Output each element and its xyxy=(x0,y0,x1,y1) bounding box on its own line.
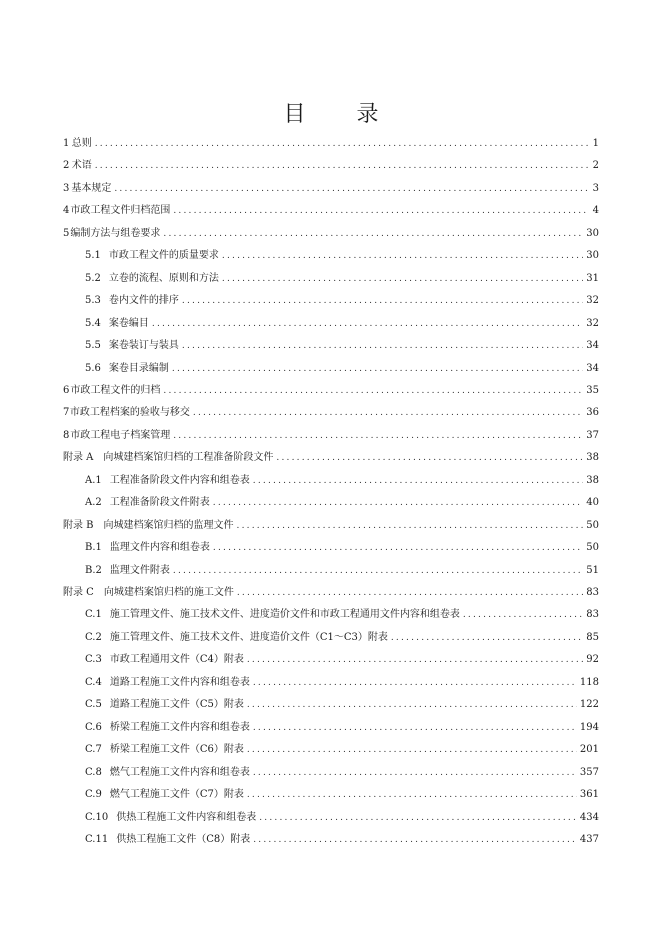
toc-entry-page: 34 xyxy=(586,362,599,374)
toc-entry-number: 5.3 xyxy=(85,295,101,307)
toc-entry-page: 357 xyxy=(579,766,599,778)
toc-entry-page: 50 xyxy=(586,542,599,554)
toc-entry-page: 92 xyxy=(586,654,599,666)
toc-entry-number: 6 xyxy=(63,384,70,396)
toc-entry-page: 122 xyxy=(579,699,599,711)
toc-leader-dots xyxy=(222,268,583,290)
toc-entry-page: 201 xyxy=(579,744,599,756)
toc-leader-dots xyxy=(95,133,588,155)
toc-entry-page: 83 xyxy=(586,609,599,621)
toc-entry-label: 向城建档案馆归档的施工文件 xyxy=(103,587,234,598)
toc-entry-number: B.1 xyxy=(85,542,102,554)
toc-entry-page: 83 xyxy=(586,587,599,598)
toc-entry-label: 道路工程施工文件内容和组卷表 xyxy=(109,676,250,688)
toc-entry[interactable] xyxy=(85,694,599,716)
toc-entry-number: 5.4 xyxy=(85,317,101,329)
toc-entry[interactable] xyxy=(63,515,599,537)
toc-entry-label: 燃气工程施工文件（C7）附表 xyxy=(109,789,244,801)
toc-entry-page: 31 xyxy=(586,272,599,284)
toc-entry-number: C.1 xyxy=(85,609,102,621)
toc-entry-label: 监理文件附表 xyxy=(109,564,170,576)
toc-entry-page: 32 xyxy=(586,295,599,307)
toc-entry[interactable] xyxy=(85,268,599,290)
toc-entry-label: 案卷装订与装具 xyxy=(108,340,179,352)
toc-entry-number: 5.2 xyxy=(85,272,101,284)
toc-entry-page: 30 xyxy=(586,227,599,239)
toc-leader-dots xyxy=(253,762,577,784)
toc-entry-number: C.11 xyxy=(85,833,109,845)
toc-entry-label: 立卷的流程、原则和方法 xyxy=(108,272,219,284)
toc-leader-dots xyxy=(114,178,588,200)
toc-entry[interactable] xyxy=(63,402,599,424)
toc-entry-page: 37 xyxy=(586,429,599,441)
toc-entry-page: 40 xyxy=(586,497,599,509)
toc-entry-label: 市政工程电子档案管理 xyxy=(70,429,171,441)
toc-entry-number: 4 xyxy=(63,205,70,217)
toc-entry-number: A.2 xyxy=(85,497,102,509)
toc-entry-label: 工程准备阶段文件内容和组卷表 xyxy=(109,474,250,486)
toc-entry[interactable] xyxy=(63,178,599,200)
toc-entry[interactable] xyxy=(85,784,599,806)
toc-entry-number: C.3 xyxy=(85,654,102,666)
toc-entry-number: C.8 xyxy=(85,766,102,778)
toc-entry-label: 案卷目录编制 xyxy=(108,362,169,374)
toc-entry-number: C.7 xyxy=(85,744,102,756)
toc-entry-number: B.2 xyxy=(85,564,102,576)
toc-entry-label: 供热工程施工文件内容和组卷表 xyxy=(116,811,257,823)
toc-entry-page: 30 xyxy=(586,250,599,262)
toc-leader-dots xyxy=(163,223,583,245)
toc-entry-label: 市政工程文件归档范围 xyxy=(70,205,171,217)
toc-entry-page: 3 xyxy=(592,182,599,194)
toc-entry-page: 437 xyxy=(579,833,599,845)
toc-entry-number: 5.6 xyxy=(85,362,101,374)
toc-entry[interactable] xyxy=(85,762,599,784)
toc-entry-page: 4 xyxy=(592,205,599,217)
toc-entry-label: 燃气工程施工文件内容和组卷表 xyxy=(109,766,250,778)
toc-entry[interactable] xyxy=(85,313,599,335)
toc-leader-dots xyxy=(173,560,583,582)
toc-leader-dots xyxy=(259,807,577,829)
toc-entry[interactable] xyxy=(85,717,599,739)
toc-entry-page: 194 xyxy=(579,721,599,733)
toc-entry-label: 市政工程通用文件（C4）附表 xyxy=(109,654,244,666)
toc-leader-dots xyxy=(182,335,583,357)
toc-leader-dots xyxy=(247,784,577,806)
toc-leader-dots xyxy=(152,313,583,335)
toc-entry-page: 1 xyxy=(592,138,599,149)
toc-entry-number: 2 xyxy=(63,160,70,172)
toc-entry[interactable] xyxy=(85,807,599,829)
toc-entry-label: 市政工程文件的质量要求 xyxy=(108,250,219,262)
toc-entry-number: 附录 C xyxy=(63,587,94,598)
toc-leader-dots xyxy=(247,649,583,671)
toc-entry[interactable] xyxy=(85,829,599,851)
toc-entry-label: 桥梁工程施工文件内容和组卷表 xyxy=(109,721,250,733)
toc-leader-dots xyxy=(253,470,584,492)
toc-entry[interactable] xyxy=(63,155,599,177)
toc-leader-dots xyxy=(276,447,583,469)
toc-leader-dots xyxy=(182,290,583,312)
toc-entry[interactable] xyxy=(85,470,599,492)
toc-entry[interactable] xyxy=(85,560,599,582)
toc-entry[interactable] xyxy=(63,447,599,469)
toc-entry[interactable] xyxy=(85,537,599,559)
toc-leader-dots xyxy=(237,582,583,604)
toc-entry[interactable] xyxy=(85,672,599,694)
toc-entry-number: C.10 xyxy=(85,811,109,823)
toc-entry[interactable] xyxy=(85,627,599,649)
toc-entry-label: 监理文件内容和组卷表 xyxy=(109,542,210,554)
toc-entry[interactable] xyxy=(85,739,599,761)
toc-entry[interactable] xyxy=(63,200,599,222)
toc-leader-dots xyxy=(222,245,583,267)
toc-entry-number: C.5 xyxy=(85,699,102,711)
toc-entry-label: 向城建档案馆归档的工程准备阶段文件 xyxy=(103,452,274,464)
toc-leader-dots xyxy=(253,717,577,739)
toc-entry-number: 5.5 xyxy=(85,340,101,352)
toc-entry-label: 桥梁工程施工文件（C6）附表 xyxy=(109,744,244,756)
toc-entry-page: 34 xyxy=(586,340,599,352)
toc-entry-page: 118 xyxy=(579,676,599,688)
toc-entry-label: 案卷编目 xyxy=(108,317,149,329)
toc-entry-number: C.9 xyxy=(85,789,102,801)
toc-entry-number: C.6 xyxy=(85,721,102,733)
toc-entry-number: 5.1 xyxy=(85,250,101,262)
toc-entry-label: 卷内文件的排序 xyxy=(108,295,179,307)
toc-entry-number: 1 xyxy=(63,138,70,149)
toc-entry-number: A.1 xyxy=(85,474,102,486)
toc-entry-page: 38 xyxy=(586,474,599,486)
toc-entry-label: 编制方法与组卷要求 xyxy=(70,227,161,239)
toc-leader-dots xyxy=(163,380,583,402)
toc-entry[interactable] xyxy=(85,649,599,671)
toc-leader-dots xyxy=(247,739,577,761)
toc-entry-label: 基本规定 xyxy=(71,182,112,194)
page-title: 目 录 xyxy=(283,102,401,127)
toc-leader-dots xyxy=(173,200,588,222)
toc-entry[interactable] xyxy=(85,492,599,514)
toc-entry-label: 总则 xyxy=(71,138,92,149)
toc-entry-number: 5 xyxy=(63,227,70,239)
toc-entry-label: 工程准备阶段文件附表 xyxy=(109,497,210,509)
toc-entry-number: 附录 A xyxy=(63,452,94,464)
toc-entry[interactable] xyxy=(85,335,599,357)
toc-leader-dots xyxy=(213,492,584,514)
toc-leader-dots xyxy=(213,537,583,559)
toc-entry-page: 50 xyxy=(586,519,599,531)
toc-entry-page: 51 xyxy=(586,564,599,576)
toc-entry[interactable] xyxy=(63,133,599,155)
toc-leader-dots xyxy=(173,425,583,447)
toc-entry-page: 85 xyxy=(586,631,599,643)
toc-leader-dots xyxy=(193,402,583,424)
toc-entry[interactable] xyxy=(63,582,599,604)
toc-entry-label: 市政工程文件的归档 xyxy=(70,384,161,396)
toc-entry-page: 35 xyxy=(586,384,599,396)
toc-entry[interactable] xyxy=(63,380,599,402)
toc-entry-number: C.4 xyxy=(85,676,102,688)
toc-entry[interactable] xyxy=(85,290,599,312)
toc-entry[interactable] xyxy=(63,425,599,447)
toc-entry-page: 32 xyxy=(586,317,599,329)
toc-entry-page: 36 xyxy=(586,407,599,419)
toc-entry-label: 施工管理文件、施工技术文件、进度造价文件（C1～C3）附表 xyxy=(109,631,388,643)
toc-entry[interactable] xyxy=(85,245,599,267)
toc-leader-dots xyxy=(253,672,577,694)
toc-entry-page: 38 xyxy=(586,452,599,464)
toc-leader-dots xyxy=(237,515,584,537)
toc-entry-page: 361 xyxy=(579,789,599,801)
toc-leader-dots xyxy=(247,694,577,716)
toc-entry-number: 8 xyxy=(63,429,70,441)
toc-entry-number: 3 xyxy=(63,182,70,194)
toc-entry-label: 向城建档案馆归档的监理文件 xyxy=(103,519,234,531)
toc-entry-label: 供热工程施工文件（C8）附表 xyxy=(116,833,251,845)
toc-leader-dots xyxy=(95,155,588,177)
toc-entry-page: 434 xyxy=(579,811,599,823)
toc-leader-dots xyxy=(253,829,577,851)
toc-entry-label: 道路工程施工文件（C5）附表 xyxy=(109,699,244,711)
toc-entry[interactable] xyxy=(63,223,599,245)
toc-entry-number: C.2 xyxy=(85,631,102,643)
toc-leader-dots xyxy=(391,627,583,649)
toc-entry-number: 附录 B xyxy=(63,519,94,531)
toc-entry-number: 7 xyxy=(63,407,70,419)
toc-entry-label: 术语 xyxy=(71,160,92,172)
toc-leader-dots xyxy=(463,604,583,626)
toc-entry[interactable] xyxy=(85,604,599,626)
toc-entry-label: 施工管理文件、施工技术文件、进度造价文件和市政工程通用文件内容和组卷表 xyxy=(109,609,460,621)
toc-entry[interactable] xyxy=(85,358,599,380)
toc-entry-page: 2 xyxy=(592,160,599,172)
toc-leader-dots xyxy=(172,358,583,380)
toc-entry-label: 市政工程档案的验收与移交 xyxy=(69,407,190,419)
